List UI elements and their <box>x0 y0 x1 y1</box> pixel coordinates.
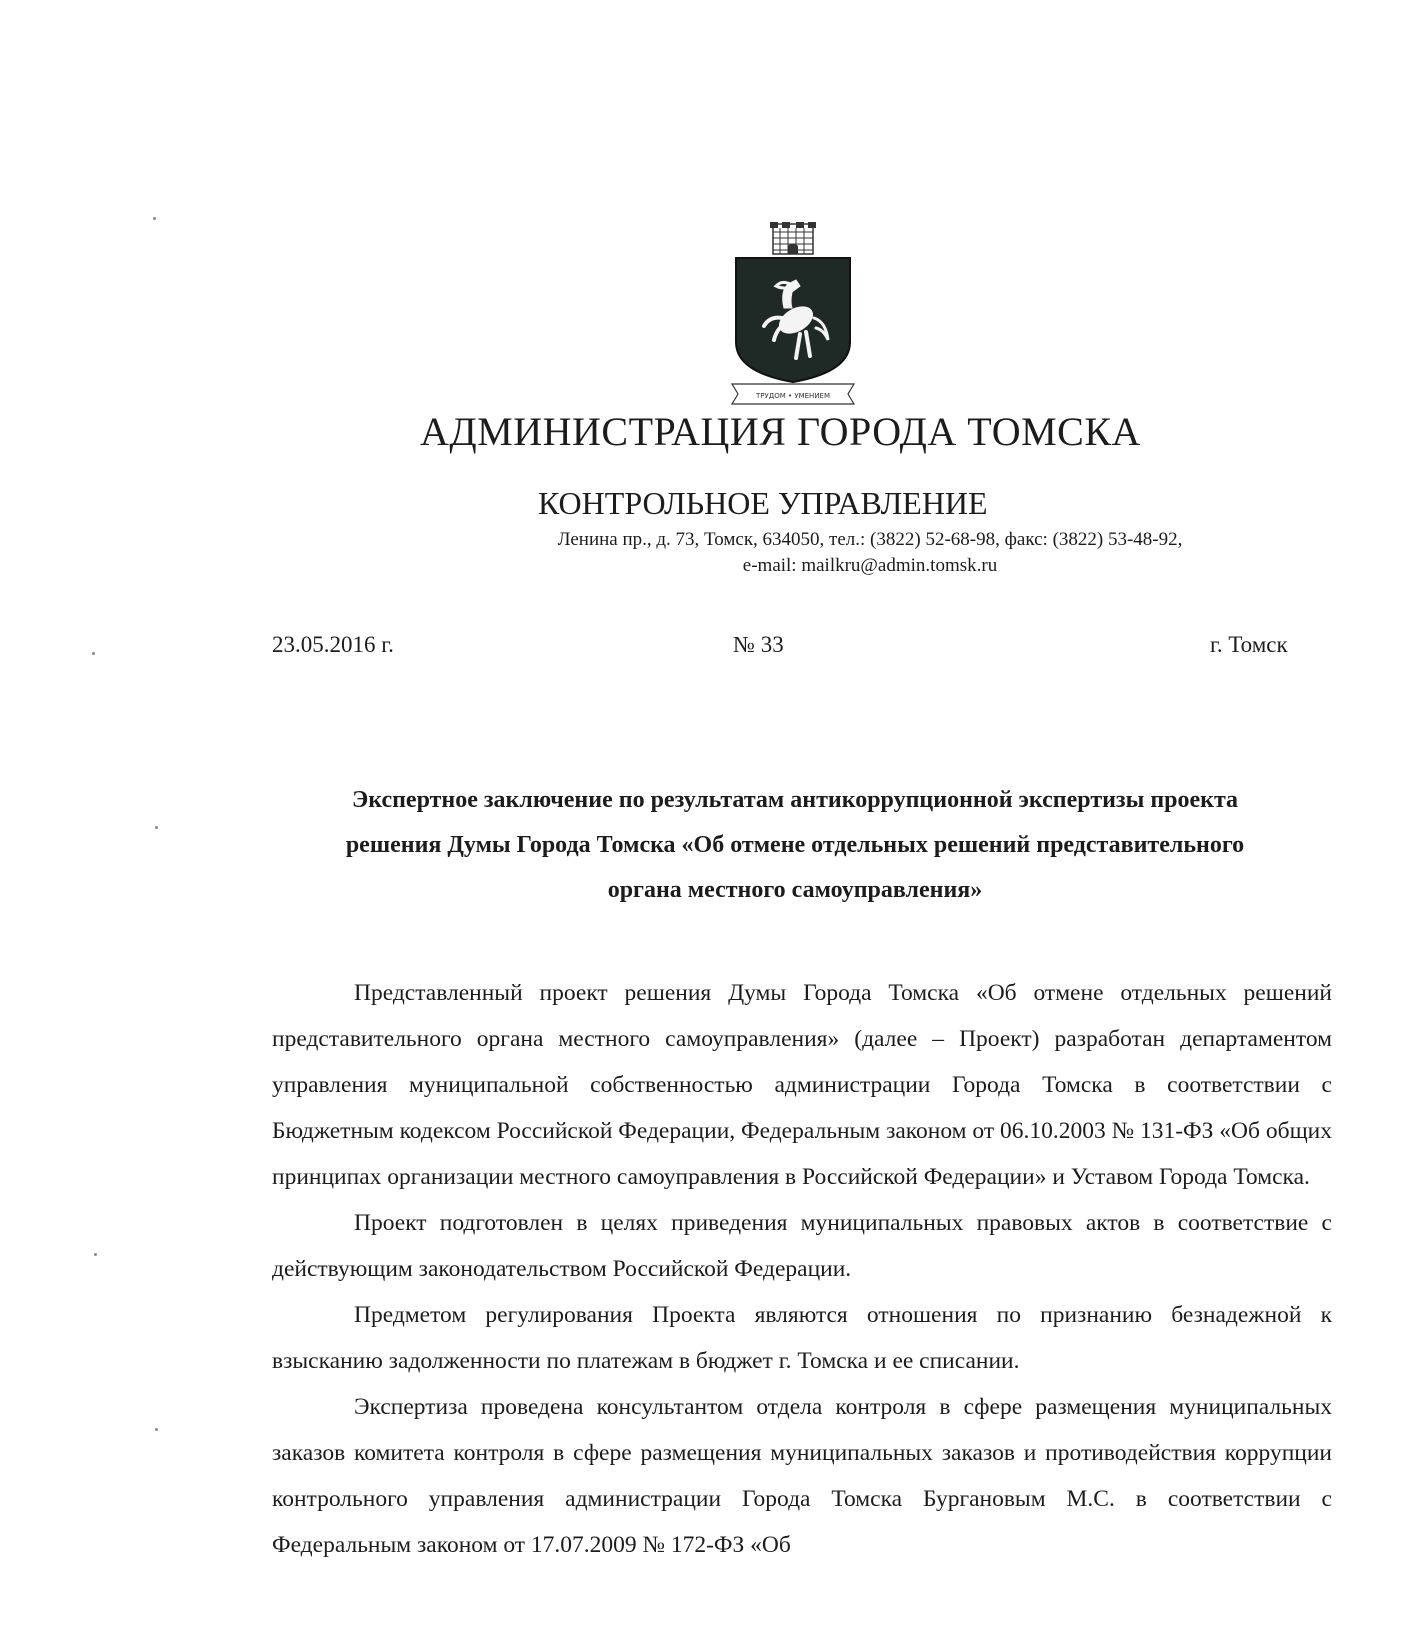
scan-speck <box>155 826 158 829</box>
crown-icon <box>770 222 816 254</box>
document-city: г. Томск <box>1210 632 1288 657</box>
address-line: Ленина пр., д. 73, Томск, 634050, тел.: (3822) 52-68-98, факс: (3822) 53-48-92, <box>557 529 1183 550</box>
document-heading <box>280 778 1310 913</box>
ribbon-motto: ТРУДОМ • УМЕНИЕМ <box>755 392 831 400</box>
scan-speck <box>153 217 156 220</box>
scan-speck <box>94 1253 97 1256</box>
heading-line: решения Думы Города Томска «Об отмене отдельных решений представительного <box>345 832 1245 858</box>
contact-address-block <box>330 527 1410 579</box>
body-paragraph: Экспертиза проведена консультантом отдела контроля в сфере размещения муниципальных заказов комитета контроля в сфере размещения муниципальных заказов и противодействия коррупции контрольного управления администрации Города Томска Бургановым М.С. в соответствии с Федеральным законом от 17.07.2009 № 172-ФЗ «Об <box>272 1394 1332 1558</box>
scan-speck <box>155 1428 158 1431</box>
body-paragraph: Проект подготовлен в целях приведения муниципальных правовых актов в соответствие с действующим законодательством Российской Федерации. <box>272 1210 1332 1282</box>
heading-line: Экспертное заключение по результатам антикоррупционной экспертизы проекта <box>351 787 1239 813</box>
heading-line: органа местного самоуправления» <box>607 877 983 903</box>
document-body <box>272 970 1332 1568</box>
organization-title: АДМИНИСТРАЦИЯ ГОРОДА ТОМСКА <box>420 409 1141 454</box>
tomsk-coat-of-arms-emblem <box>730 222 856 412</box>
department-title: КОНТРОЛЬНОЕ УПРАВЛЕНИЕ <box>538 485 988 521</box>
scan-speck <box>92 652 95 655</box>
email-line: e-mail: mailkru@admin.tomsk.ru <box>742 555 998 576</box>
document-number: № 33 <box>733 632 784 657</box>
document-date: 23.05.2016 г. <box>272 632 394 657</box>
ribbon-icon <box>732 384 854 404</box>
body-paragraph: Представленный проект решения Думы Города Томска «Об отмене отдельных решений представительного органа местного самоуправления» (далее – Проект) разработан департаментом управления муниципальной собственностью администрации Города Томска в соответствии с Бюджетным кодексом Российской Федерации, Федеральным законом от 06.10.2003 № 131-ФЗ «Об общих принципах организации местного самоуправления в Российской Федерации» и Уставом Города Томска. <box>272 980 1332 1190</box>
body-paragraph: Предметом регулирования Проекта являются отношения по признанию безнадежной к взысканию задолженности по платежам в бюджет г. Томска и ее списании. <box>272 1302 1332 1374</box>
